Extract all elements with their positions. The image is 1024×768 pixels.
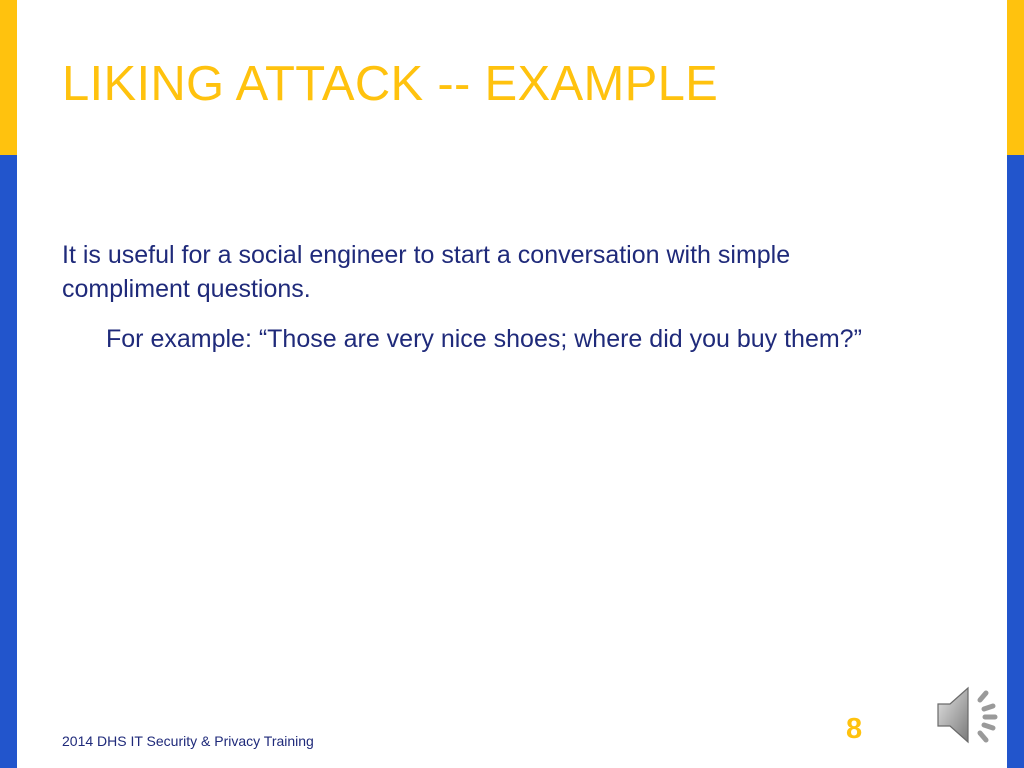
right-frame-bar: [1007, 155, 1024, 768]
slide-body: [62, 238, 912, 356]
page-number: 8: [846, 713, 863, 745]
right-accent-bar: [1007, 0, 1024, 155]
body-paragraph: It is useful for a social engineer to start a conversation with simple compliment questions.: [62, 241, 791, 303]
slide-title: LIKING ATTACK -- EXAMPLE: [62, 57, 719, 111]
slide-footer: 2014 DHS IT Security & Privacy Training: [62, 733, 314, 749]
speaker-icon[interactable]: [934, 680, 1008, 750]
left-accent-bar: [0, 0, 17, 155]
left-frame-bar: [0, 155, 17, 768]
body-sub-paragraph: For example: “Those are very nice shoes; where did you buy them?”: [106, 325, 862, 353]
